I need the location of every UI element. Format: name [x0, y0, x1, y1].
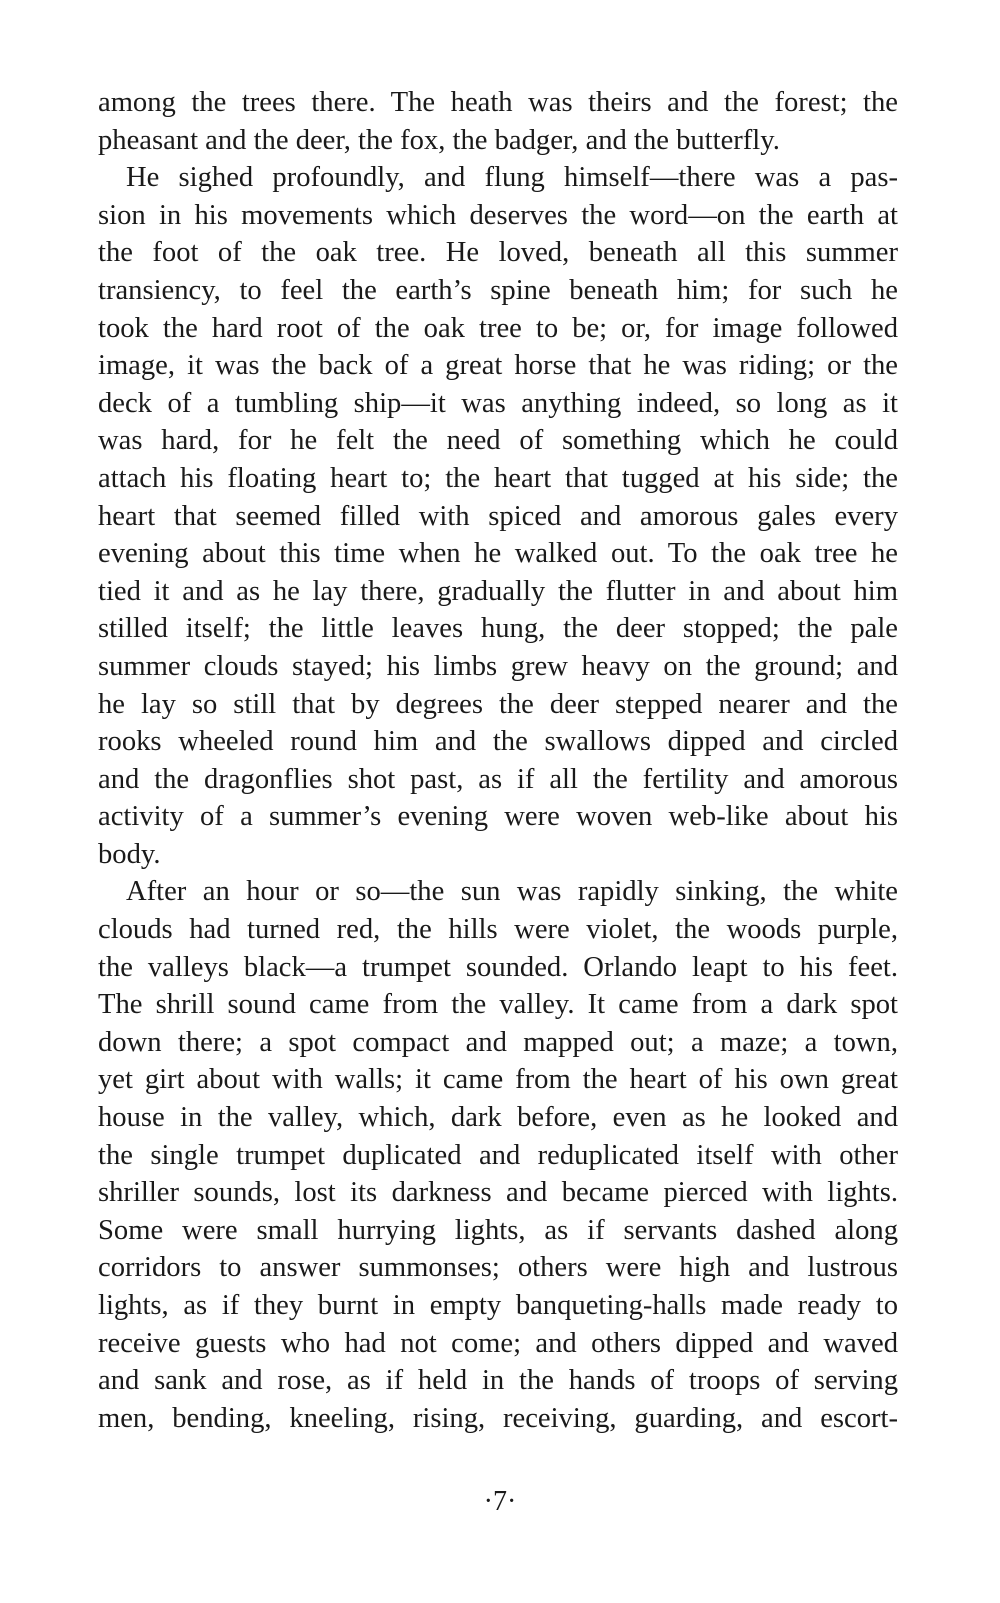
text-line: he lay so still that by degrees the deer stepped nearer and the [98, 688, 898, 720]
text-line: After an hour or so—the sun was rapidly sinking, the white [126, 876, 898, 908]
text-line: deck of a tumbling ship—it was anything indeed, so long as it [98, 387, 898, 419]
body-text [98, 84, 898, 1437]
text-line: shriller sounds, lost its darkness and became pierced with lights. [98, 1177, 898, 1209]
text-line: corridors to answer summonses; others were high and lustrous [98, 1252, 898, 1284]
text-line: Some were small hurrying lights, as if servants dashed along [98, 1214, 898, 1246]
text-line: clouds had turned red, the hills were violet, the woods purple, [98, 914, 898, 946]
text-line: among the trees there. The heath was theirs and the forest; the [98, 87, 898, 118]
text-line: yet girt about with walls; it came from the heart of his own great [98, 1064, 898, 1096]
text-line: He sighed profoundly, and flung himself—there was a pas- [126, 162, 898, 194]
text-line: receive guests who had not come; and others dipped and waved [98, 1327, 898, 1359]
text-line: pheasant and the deer, the fox, the badger, and the butterfly. [98, 124, 780, 156]
text-line: house in the valley, which, dark before, even as he looked and [98, 1102, 898, 1134]
text-line: heart that seemed filled with spiced and amorous gales every [98, 500, 898, 532]
text-line: rooks wheeled round him and the swallows dipped and circled [98, 726, 898, 758]
page-number: ·7· [483, 1486, 517, 1517]
text-line: took the hard root of the oak tree to be; or, for image followed [98, 312, 898, 344]
text-line: The shrill sound came from the valley. It came from a dark spot [98, 989, 898, 1021]
text-line: and sank and rose, as if held in the hands of troops of serving [98, 1365, 898, 1397]
text-line: transiency, to feel the earth’s spine beneath him; for such he [98, 274, 898, 306]
text-line: activity of a summer’s evening were woven web-like about his [98, 801, 898, 833]
text-line: tied it and as he lay there, gradually the flutter in and about him [98, 575, 898, 607]
text-line: stilled itself; the little leaves hung, the deer stopped; the pale [98, 613, 898, 645]
text-line: image, it was the back of a great horse that he was riding; or the [98, 350, 898, 382]
text-line: body. [98, 838, 161, 870]
text-line: was hard, for he felt the need of something which he could [98, 425, 898, 457]
text-line: the single trumpet duplicated and reduplicated itself with other [98, 1139, 898, 1171]
text-line: men, bending, kneeling, rising, receiving, guarding, and escort- [98, 1402, 898, 1434]
text-line: attach his floating heart to; the heart that tugged at his side; the [98, 462, 898, 494]
text-line: summer clouds stayed; his limbs grew heavy on the ground; and [98, 650, 898, 682]
text-line: lights, as if they burnt in empty banqueting-halls made ready to [98, 1290, 898, 1321]
text-line: the foot of the oak tree. He loved, beneath all this summer [98, 237, 898, 269]
text-line: down there; a spot compact and mapped out; a maze; a town, [98, 1026, 898, 1058]
text-line: sion in his movements which deserves the word—on the earth at [98, 199, 898, 231]
text-line: evening about this time when he walked out. To the oak tree he [98, 538, 898, 570]
text-line: the valleys black—a trumpet sounded. Orlando leapt to his feet. [98, 951, 898, 983]
text-line: and the dragonflies shot past, as if all the fertility and amorous [98, 763, 898, 795]
